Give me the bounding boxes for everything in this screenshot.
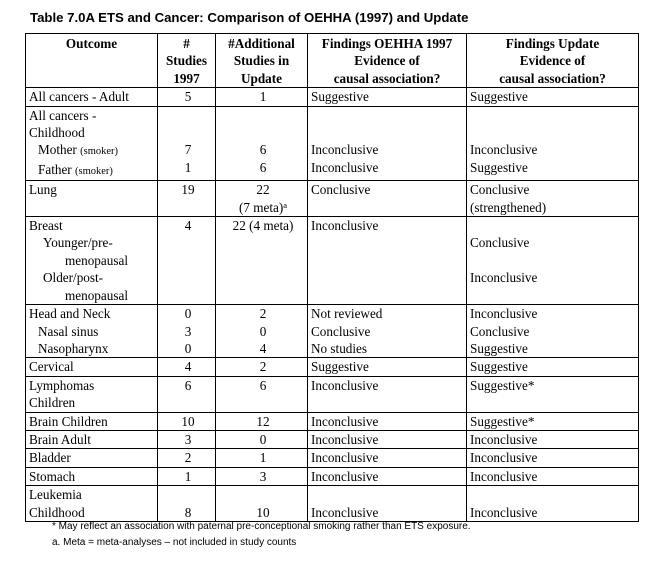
row-findings-1997: Inconclusive (308, 430, 467, 448)
row-findings-update: Inconclusive (467, 449, 639, 467)
row-additional-studies: 3 (216, 467, 308, 485)
row-outcome: Brain Children (26, 412, 158, 430)
row-findings-update: Conclusive Inconclusive (467, 217, 639, 305)
row-findings-1997: Suggestive (308, 88, 467, 106)
row-outcome: Cervical (26, 358, 158, 376)
row-studies-1997: 5 (158, 88, 216, 106)
row-outcome: All cancers - Adult (26, 88, 158, 106)
row-additional-studies: 1 (216, 449, 308, 467)
row-findings-update: Conclusive (strengthened) (467, 181, 639, 217)
row-studies-1997: 8 (158, 486, 216, 522)
table-footnotes (52, 519, 471, 551)
row-additional-studies: 22 (7 meta)$^a$ (216, 181, 308, 217)
table-row (26, 106, 639, 181)
row-findings-1997: Inconclusive (308, 467, 467, 485)
row-studies-1997: 3 (158, 430, 216, 448)
row-outcome: Leukemia Childhood (26, 486, 158, 522)
row-findings-1997: Suggestive (308, 358, 467, 376)
row-findings-1997: Inconclusive (308, 412, 467, 430)
row-findings-update: Inconclusive (467, 430, 639, 448)
row-studies-1997: 6 (158, 376, 216, 412)
footnote-asterisk: * May reflect an association with paternal pre-conceptional smoking rather than ETS exposure. (52, 521, 471, 532)
row-studies-1997: 1 (158, 467, 216, 485)
table-row (26, 358, 639, 376)
row-additional-studies: 1 (216, 88, 308, 106)
footnote-marker: a (283, 199, 288, 210)
row-studies-1997: 19 (158, 181, 216, 217)
row-findings-1997: Conclusive (308, 181, 467, 217)
row-additional-studies: 0 (216, 430, 308, 448)
row-additional-studies: 22 (4 meta) (216, 217, 308, 305)
row-findings-1997: Inconclusive (308, 217, 467, 305)
row-findings-1997: Inconclusive Inconclusive (308, 106, 467, 181)
footnote-meta: a. Meta = meta-analyses – not included in study counts (52, 537, 297, 548)
table-row (26, 181, 639, 217)
row-findings-update: Inconclusive Conclusive Suggestive (467, 305, 639, 358)
row-findings-1997: Inconclusive (308, 376, 467, 412)
table-row (26, 449, 639, 467)
row-findings-update: Inconclusive Suggestive (467, 106, 639, 181)
row-studies-1997: 2 (158, 449, 216, 467)
header-row (26, 34, 639, 88)
table-row (26, 88, 639, 106)
table-row (26, 305, 639, 358)
row-findings-update: Suggestive* (467, 376, 639, 412)
table-row (26, 412, 639, 430)
row-additional-studies: 6 (216, 376, 308, 412)
header-studies-1997: # Studies 1997 (158, 34, 216, 88)
row-additional-studies: 2 (216, 358, 308, 376)
row-additional-studies: 10 (216, 486, 308, 522)
row-outcome: Bladder (26, 449, 158, 467)
row-additional-studies: 12 (216, 412, 308, 430)
row-findings-update: Suggestive (467, 358, 639, 376)
row-outcome: Brain Adult (26, 430, 158, 448)
row-findings-1997: Inconclusive (308, 449, 467, 467)
row-additional-studies: 6 6 (216, 106, 308, 181)
row-studies-1997: 4 (158, 358, 216, 376)
table-title: Table 7.0A ETS and Cancer: Comparison of OEHHA (1997) and Update (30, 10, 469, 25)
row-findings-1997: Inconclusive (308, 486, 467, 522)
ets-cancer-table (25, 33, 639, 522)
row-outcome: Breast Younger/pre- menopausal Older/post- menopausal (26, 217, 158, 305)
header-outcome: Outcome (26, 34, 158, 88)
row-findings-update: Inconclusive (467, 467, 639, 485)
row-studies-1997: 7 1 (158, 106, 216, 181)
row-studies-1997: 10 (158, 412, 216, 430)
row-outcome: Stomach (26, 467, 158, 485)
row-findings-1997: Not reviewed Conclusive No studies (308, 305, 467, 358)
row-findings-update: Suggestive* (467, 412, 639, 430)
table-row (26, 376, 639, 412)
row-studies-1997: 4 (158, 217, 216, 305)
row-findings-update: Inconclusive (467, 486, 639, 522)
table-row (26, 486, 639, 522)
row-findings-update: Suggestive (467, 88, 639, 106)
header-additional-studies: #Additional Studies in Update (216, 34, 308, 88)
row-outcome: Lung (26, 181, 158, 217)
row-studies-1997: 0 3 0 (158, 305, 216, 358)
header-findings-1997: Findings OEHHA 1997 Evidence of causal association? (308, 34, 467, 88)
row-outcome: Lymphomas Children (26, 376, 158, 412)
table-row (26, 467, 639, 485)
row-additional-studies: 2 0 4 (216, 305, 308, 358)
table-row (26, 430, 639, 448)
row-outcome: All cancers - Childhood Mother (smoker) Father (smoker) (26, 106, 158, 181)
table-row (26, 217, 639, 305)
header-findings-update: Findings Update Evidence of causal association? (467, 34, 639, 88)
row-outcome: Head and Neck Nasal sinus Nasopharynx (26, 305, 158, 358)
